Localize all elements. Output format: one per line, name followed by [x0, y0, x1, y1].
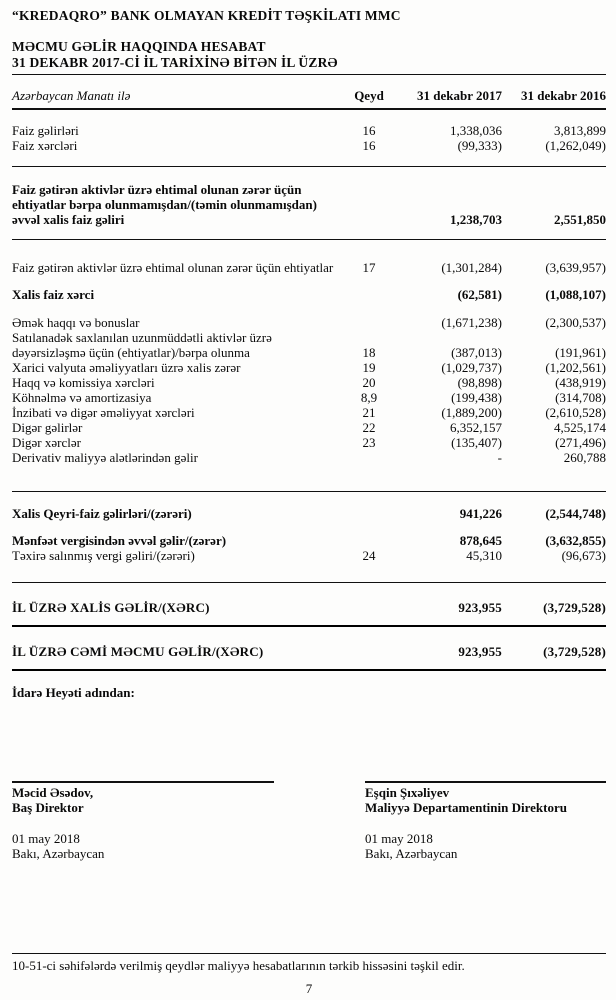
signature-right — [365, 781, 606, 861]
row-label: Xalis Qeyri-faiz gəlirləri/(zərəri) — [12, 506, 192, 521]
row-label: Xalis faiz xərci — [12, 287, 95, 302]
row-label: İL ÜZRƏ XALİS GƏLİR/(XƏRC) — [12, 600, 210, 615]
row-label: Mənfəət vergisindən əvvəl gəlir/(zərər) — [12, 533, 227, 548]
row-note: 20 — [362, 375, 376, 390]
row-note: 17 — [362, 260, 376, 275]
row-value-2016: (314,708) — [555, 390, 606, 405]
table-row-subtotal — [12, 182, 606, 227]
signature-section — [12, 781, 606, 861]
table-row — [12, 138, 606, 153]
sign-location: Bakı, Azərbaycan — [12, 846, 105, 861]
row-value-2017: (199,438) — [451, 390, 502, 405]
row-value-2017: - — [497, 450, 502, 465]
row-value-2016: (1,088,107) — [545, 287, 606, 302]
year-2016-column-header: 31 dekabr 2016 — [521, 88, 606, 103]
row-value-2017: (135,407) — [451, 435, 502, 450]
page-footer — [12, 953, 606, 996]
signature-left-block — [12, 781, 274, 815]
row-value-2016: (1,202,561) — [545, 360, 606, 375]
footer-note: 10-51-ci səhifələrdə verilmiş qeydlər maliyyə hesabatlarının tərkib hissəsini təşkil edir. — [12, 958, 465, 973]
row-value-2016: 2,551,850 — [554, 212, 606, 227]
row-value-2017: 6,352,157 — [450, 420, 502, 435]
signer-title: Baş Direktor — [12, 800, 84, 815]
table-row — [12, 405, 606, 420]
row-label: Xarici valyuta əməliyyatları üzrə xalis zərər — [12, 360, 241, 375]
total-divider — [12, 625, 606, 627]
row-value-2016: (3,632,855) — [545, 533, 606, 548]
table-row-subtotal — [12, 506, 606, 521]
signer-name: Məcid Əsədov, — [12, 785, 94, 800]
row-note: 18 — [362, 345, 376, 360]
row-note: 22 — [362, 420, 376, 435]
signer-title: Maliyyə Departamentinin Direktoru — [365, 800, 567, 815]
row-label: Derivativ maliyyə alətlərindən gəlir — [12, 450, 198, 465]
year-2017-column-header: 31 dekabr 2017 — [417, 88, 502, 103]
table-row-subtotal — [12, 533, 606, 548]
row-value-2017: 1,238,703 — [450, 212, 502, 227]
signature-left-date — [12, 831, 274, 861]
row-note: 16 — [362, 123, 376, 138]
row-value-2017: (1,029,737) — [441, 360, 502, 375]
table-row-total — [12, 600, 606, 615]
document-title — [12, 39, 606, 70]
row-value-2016: (96,673) — [561, 548, 606, 563]
document-title-line1: MƏCMU GƏLİR HAQQINDA HESABAT — [12, 39, 266, 54]
row-value-2016: (438,919) — [555, 375, 606, 390]
company-name: “KREDAQRO” BANK OLMAYAN KREDİT TƏŞKİLATI MMC — [12, 8, 401, 23]
row-value-2017: (1,671,238) — [441, 315, 502, 330]
row-note: 16 — [362, 138, 376, 153]
row-note: 19 — [362, 360, 376, 375]
row-value-2016: (3,729,528) — [543, 644, 606, 659]
row-note: 21 — [362, 405, 376, 420]
total-divider — [12, 669, 606, 671]
row-note: 24 — [362, 548, 376, 563]
note-column-header: Qeyd — [354, 88, 384, 103]
sign-location: Bakı, Azərbaycan — [365, 846, 458, 861]
row-label: Haqq və komissiya xərcləri — [12, 375, 155, 390]
section-divider — [12, 582, 606, 583]
row-value-2017: 923,955 — [458, 644, 502, 659]
table-row — [12, 548, 606, 563]
row-label: Köhnəlmə və amortizasiya — [12, 390, 152, 405]
title-divider — [12, 74, 606, 75]
row-label: İL ÜZRƏ CƏMİ MƏCMU GƏLİR/(XƏRC) — [12, 644, 264, 659]
row-value-2016: 4,525,174 — [554, 420, 606, 435]
row-label: İnzibati və digər əməliyyat xərcləri — [12, 405, 195, 420]
row-note: 23 — [362, 435, 376, 450]
row-value-2017: 941,226 — [459, 506, 502, 521]
row-value-2017: (62,581) — [457, 287, 502, 302]
row-value-2017: 1,338,036 — [450, 123, 502, 138]
sign-date: 01 may 2018 — [12, 831, 80, 846]
row-value-2016: 260,788 — [563, 450, 606, 465]
row-value-2017: (1,301,284) — [441, 260, 502, 275]
currency-label: Azərbaycan Manatı ilə — [12, 88, 131, 103]
row-value-2016: (191,961) — [555, 345, 606, 360]
row-label: Faiz xərcləri — [12, 138, 78, 153]
table-row — [12, 420, 606, 435]
row-label: Faiz gətirən aktivlər üzrə ehtimal olunan zərər üçün ehtiyatlar — [12, 260, 334, 275]
row-label: Digər gəlirlər — [12, 420, 83, 435]
document-title-line2: 31 DEKABR 2017-Cİ İL TARİXİNƏ BİTƏN İL ÜZRƏ — [12, 54, 338, 70]
table-row — [12, 375, 606, 390]
signature-left — [12, 781, 274, 861]
table-row — [12, 330, 606, 360]
row-label: Təxirə salınmış vergi gəliri/(zərəri) — [12, 548, 195, 563]
row-value-2016: (1,262,049) — [545, 138, 606, 153]
table-row — [12, 390, 606, 405]
row-value-2016: (3,729,528) — [543, 600, 606, 615]
table-row — [12, 360, 606, 375]
row-value-2016: (271,496) — [555, 435, 606, 450]
row-value-2017: (1,889,200) — [441, 405, 502, 420]
section-divider — [12, 166, 606, 167]
signature-right-date — [365, 831, 606, 861]
row-value-2016: 3,813,899 — [554, 123, 606, 138]
row-value-2016: (2,300,537) — [545, 315, 606, 330]
row-label: Faiz gəlirləri — [12, 123, 79, 138]
row-value-2016: (3,639,957) — [545, 260, 606, 275]
table-row — [12, 123, 606, 138]
row-value-2017: 45,310 — [466, 548, 502, 563]
board-heading: İdarə Heyəti adından: — [12, 685, 135, 700]
signature-gap — [274, 781, 365, 861]
section-divider — [12, 491, 606, 492]
row-label: Satılanadək saxlanılan uzunmüddətli aktivlər üzrə dəyərsizləşmə üçün (ehtiyatlar)/bərpa olunma — [12, 330, 272, 360]
table-row — [12, 315, 606, 330]
row-label: Əmək haqqı və bonuslar — [12, 315, 140, 330]
table-row — [12, 260, 606, 275]
sign-date: 01 may 2018 — [365, 831, 433, 846]
page-number: 7 — [305, 981, 313, 996]
row-value-2017: 923,955 — [458, 600, 502, 615]
table-row — [12, 450, 606, 465]
signature-right-block — [365, 781, 606, 815]
table-row-total — [12, 644, 606, 659]
row-value-2017: 878,645 — [459, 533, 502, 548]
table-header-row — [12, 88, 606, 110]
table-row — [12, 435, 606, 450]
section-divider — [12, 239, 606, 240]
row-note: 8,9 — [360, 390, 378, 405]
row-label: Faiz gətirən aktivlər üzrə ehtimal olunan zərər üçün ehtiyatlar bərpa olunmamışdan/(təmin olunmamışdan) əvvəl xalis faiz gəliri — [12, 182, 317, 227]
signer-name: Eşqin Şıxəliyev — [365, 785, 450, 800]
row-value-2016: (2,544,748) — [545, 506, 606, 521]
row-value-2017: (99,333) — [457, 138, 502, 153]
row-value-2017: (98,898) — [457, 375, 502, 390]
row-value-2017: (387,013) — [451, 345, 502, 360]
row-label: Digər xərclər — [12, 435, 81, 450]
table-row-subtotal — [12, 287, 606, 302]
row-value-2016: (2,610,528) — [545, 405, 606, 420]
